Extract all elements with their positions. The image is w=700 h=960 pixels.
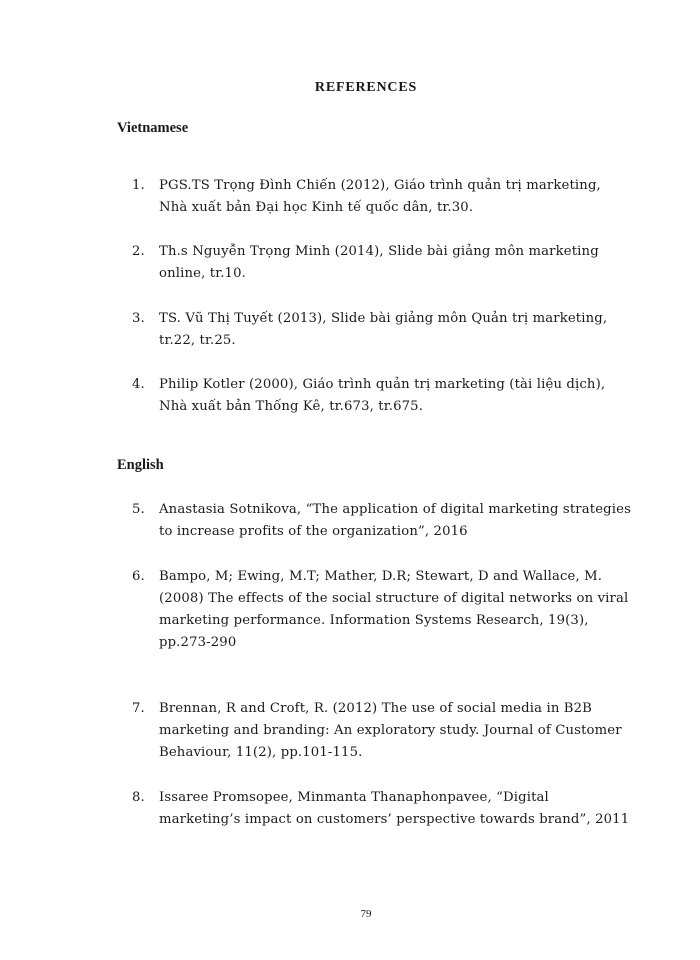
section-heading-vietnamese: Vietnamese bbox=[117, 120, 189, 136]
reference-item bbox=[132, 566, 632, 654]
reference-item bbox=[132, 499, 632, 543]
reference-number: 7. bbox=[132, 701, 145, 716]
reference-number: 6. bbox=[132, 569, 145, 584]
reference-item bbox=[132, 787, 632, 831]
reference-number: 3. bbox=[132, 311, 145, 326]
reference-text: Anastasia Sotnikova, “The application of digital marketing strategies to increase profits of the organization”, 2016 bbox=[159, 502, 631, 539]
reference-item bbox=[132, 374, 632, 418]
reference-text: Issaree Promsopee, Minmanta Thanaphonpavee, “Digital marketing’s impact on customers’ perspective towards brand”, 2011 bbox=[159, 790, 630, 827]
reference-number: 4. bbox=[132, 377, 145, 392]
page-number: 79 bbox=[360, 908, 372, 920]
reference-text: Brennan, R and Croft, R. (2012) The use of social media in B2B marketing and branding: An exploratory study. Journal of Customer Behaviour, 11(2), pp.101-115. bbox=[159, 701, 622, 760]
reference-item bbox=[132, 308, 632, 352]
section-heading-english: English bbox=[117, 457, 164, 473]
reference-number: 1. bbox=[132, 178, 145, 193]
reference-text: Th.s Nguyễn Trọng Minh (2014), Slide bài giảng môn marketing online, tr.10. bbox=[159, 244, 599, 281]
reference-text: Philip Kotler (2000), Giáo trình quản trị marketing (tài liệu dịch), Nhà xuất bản Thống Kê, tr.673, tr.675. bbox=[159, 377, 606, 414]
page-title: REFERENCES bbox=[314, 80, 418, 95]
reference-text: TS. Vũ Thị Tuyết (2013), Slide bài giảng môn Quản trị marketing, tr.22, tr.25. bbox=[159, 311, 608, 348]
reference-text: PGS.TS Trọng Đình Chiến (2012), Giáo trình quản trị marketing, Nhà xuất bản Đại học Kinh tế quốc dân, tr.30. bbox=[159, 178, 601, 215]
reference-item bbox=[132, 175, 632, 219]
reference-number: 5. bbox=[132, 502, 145, 517]
reference-text: Bampo, M; Ewing, M.T; Mather, D.R; Stewart, D and Wallace, M. (2008) The effects of the social structure of digital networks on viral marketing performance. Information Systems Research, 19(3), pp.273-290 bbox=[159, 569, 629, 650]
reference-item bbox=[132, 241, 632, 285]
reference-item bbox=[132, 698, 632, 764]
reference-number: 2. bbox=[132, 244, 145, 259]
reference-number: 8. bbox=[132, 790, 145, 805]
